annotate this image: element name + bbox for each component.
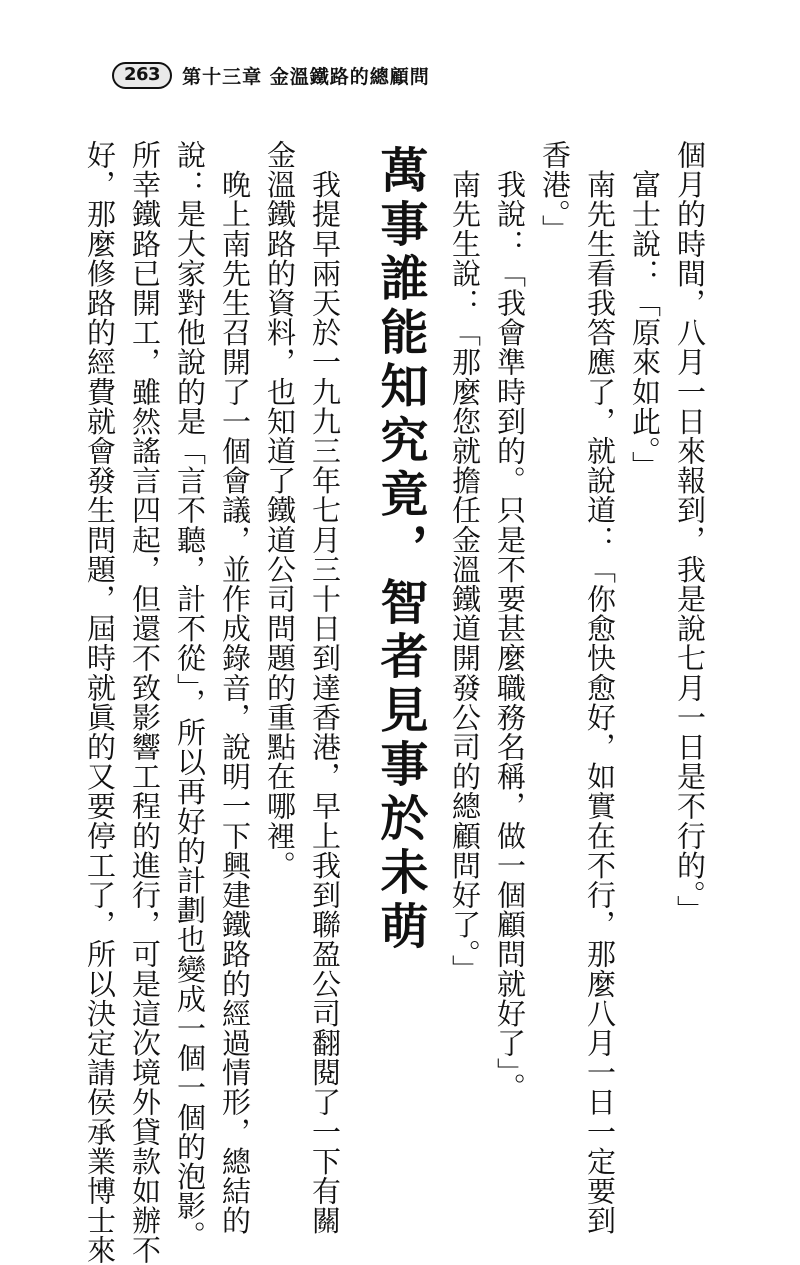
text-column-11: 所幸鐵路已開工，雖然謠言四起，但還不致影響工程的進行，可是這次境外貸款如辦不 xyxy=(128,140,162,1265)
text-column-3: 南先生看我答應了，就說道：「你愈快愈好，如實在不行，那麼八月一日一定要到 xyxy=(583,140,617,1236)
text-column-6: 南先生說：「那麼您就擔任金溫鐵道開發公司的總顧問好了。」 xyxy=(448,140,482,984)
text-column-7: 我提早兩天於一九九三年七月三十日到達香港，早上我到聯盈公司翻閱了一下有關 xyxy=(308,140,342,1236)
text-column-9: 晚上南先生召開了一個會議，並作成錄音，說明一下興建鐵路的經過情形，總結的 xyxy=(218,140,252,1236)
text-column-2: 富士說：「原來如此。」 xyxy=(628,140,662,481)
page-number: 263 xyxy=(112,62,172,89)
chapter-title: 第十三章 金溫鐵路的總顧問 xyxy=(182,65,430,88)
text-column-5: 我說：「我會準時到的。只是不要甚麼職務名稱，做一個顧問就好了」。 xyxy=(493,140,527,1103)
text-column-1: 個月的時間，八月一日來報到，我是說七月一日是不行的。」 xyxy=(673,140,707,925)
text-column-12: 好，那麼修路的經費就會發生問題，屆時就眞的又要停工了，所以決定請侯承業博士來 xyxy=(83,140,117,1265)
text-column-8: 金溫鐵路的資料，也知道了鐵道公司問題的重點在哪裡。 xyxy=(263,140,297,880)
running-header xyxy=(112,60,430,90)
text-column-4: 香港。」 xyxy=(538,140,572,244)
section-heading: 萬事誰能知究竟，智者見事於未萌 xyxy=(372,145,428,955)
text-column-10: 說：是大家對他說的是「言不聽，計不從」，所以再好的計劃也變成一個一個的泡影。 xyxy=(173,140,207,1251)
